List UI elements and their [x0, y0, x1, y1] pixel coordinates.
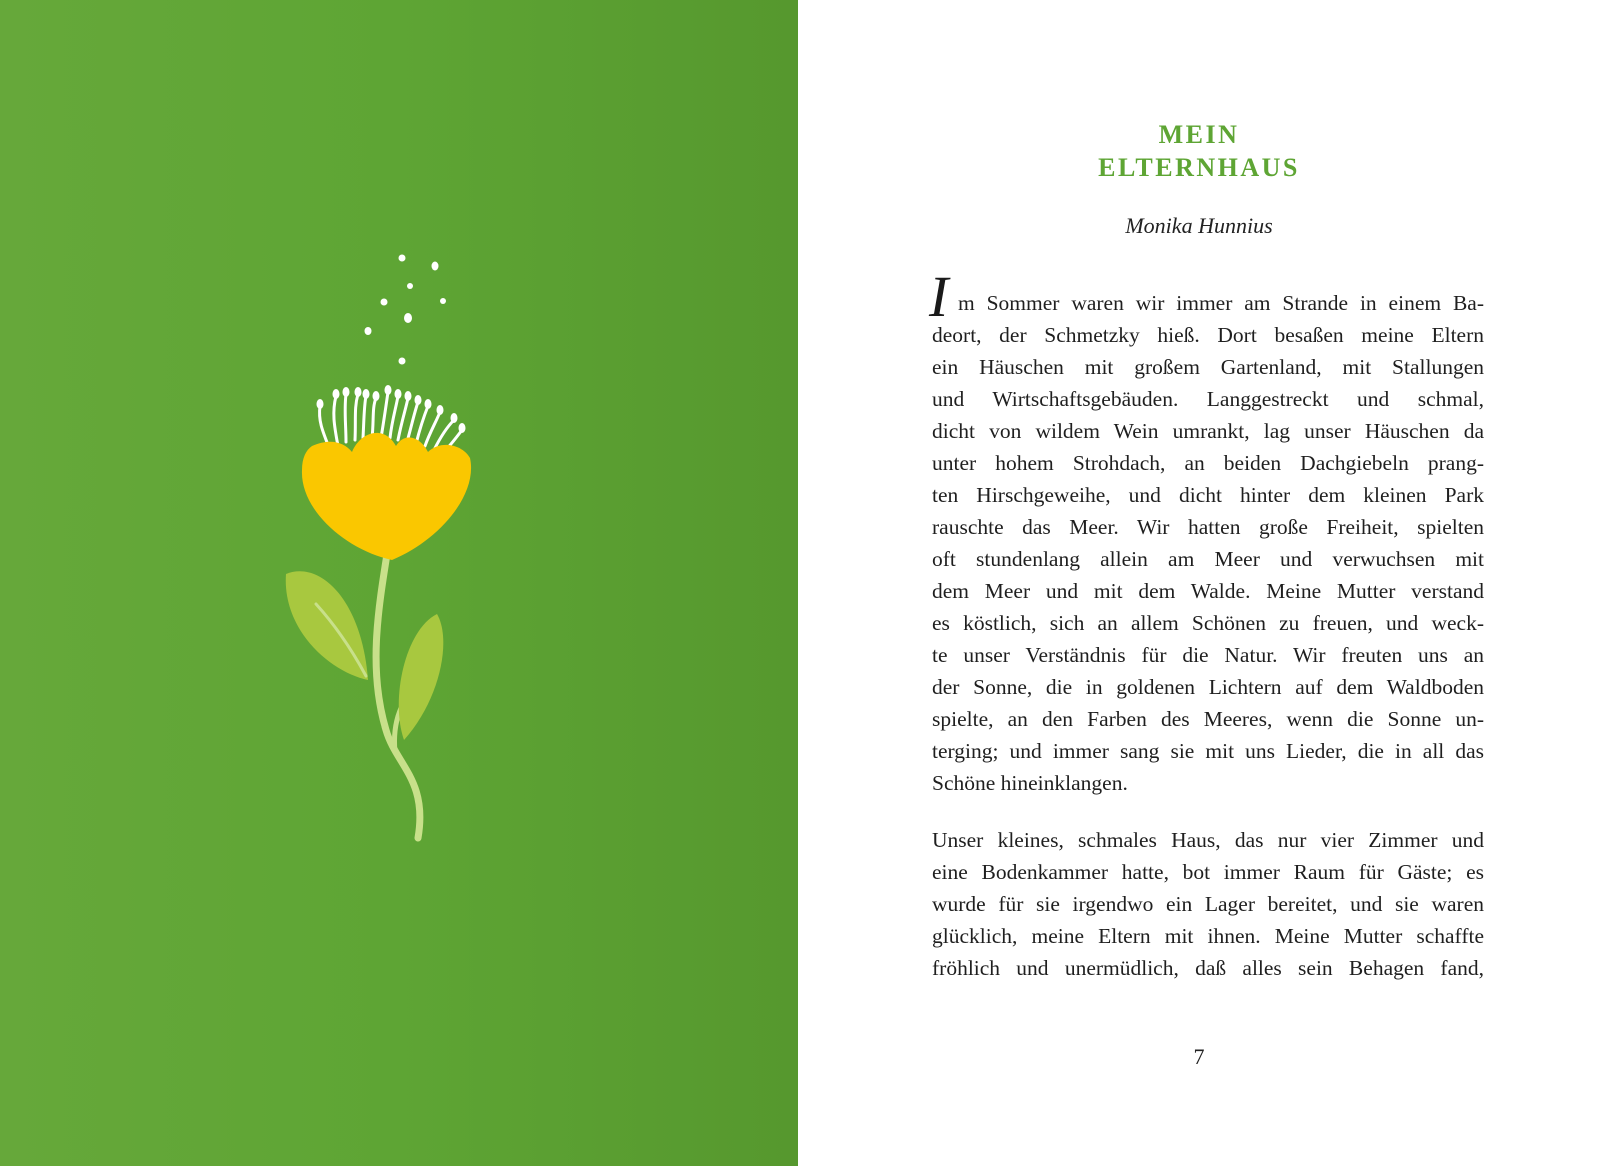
text-line: und Wirtschaftsgebäuden. Langgestreckt und schmal, [932, 387, 1484, 411]
text-line: glücklich, meine Eltern mit ihnen. Meine Mutter schaffte [932, 924, 1484, 948]
text-line: dicht von wildem Wein umrankt, lag unser Häuschen da [932, 419, 1484, 443]
text-line: der Sonne, die in goldenen Lichtern auf dem Waldboden [932, 675, 1484, 699]
right-leaf [399, 614, 444, 740]
right-page-text [798, 0, 1600, 1166]
paragraph-2 [932, 824, 1484, 984]
text-line: Unser kleines, schmales Haus, das nur vier Zimmer und [932, 828, 1484, 852]
author-name: Monika Hunnius [1125, 213, 1273, 238]
text-line: spielte, an den Farben des Meeres, wenn die Sonne un- [932, 707, 1484, 731]
text-line: unter hohem Strohdach, an beiden Dachgiebeln prang- [932, 451, 1484, 475]
chapter-title-line2: ELTERNHAUS [1098, 153, 1300, 182]
text-line: deort, der Schmetzky hieß. Dort besaßen meine Eltern [932, 323, 1484, 347]
flower-petals [302, 433, 471, 560]
paragraph-1 [932, 287, 1484, 799]
chapter-title-line1: MEIN [1158, 120, 1240, 149]
left-leaf [286, 571, 368, 680]
text-line: te unser Verständnis für die Natur. Wir freuten uns an [932, 643, 1484, 667]
flower-icon [0, 0, 798, 1166]
text-line: wurde für sie irgendwo ein Lager bereitet, und sie waren [932, 892, 1484, 916]
pollen-dots [365, 255, 447, 365]
text-line: fröhlich und unermüdlich, daß alles sein Behagen fand, [932, 956, 1484, 980]
text-line: oft stundenlang allein am Meer und verwuchsen mit [932, 547, 1484, 571]
left-page-illustration [0, 0, 798, 1166]
text-line: dem Meer und mit dem Walde. Meine Mutter verstand [932, 579, 1484, 603]
text-line: ein Häuschen mit großem Gartenland, mit Stallungen [932, 355, 1484, 379]
page-number: 7 [1193, 1044, 1205, 1069]
text-line: es köstlich, sich an allem Schönen zu freuen, und weck- [932, 611, 1484, 635]
chapter-title [798, 118, 1600, 184]
text-line: m Sommer waren wir immer am Strande in einem Ba- [958, 291, 1484, 315]
drop-cap: I [929, 264, 949, 329]
text-line: ten Hirschgeweihe, und dicht hinter dem kleinen Park [932, 483, 1484, 507]
text-line: rauschte das Meer. Wir hatten große Freiheit, spielten [932, 515, 1484, 539]
text-line: terging; und immer sang sie mit uns Lieder, die in all das [932, 739, 1484, 763]
text-line: Schöne hineinklangen. [932, 771, 1128, 795]
text-line: eine Bodenkammer hatte, bot immer Raum für Gäste; es [932, 860, 1484, 884]
